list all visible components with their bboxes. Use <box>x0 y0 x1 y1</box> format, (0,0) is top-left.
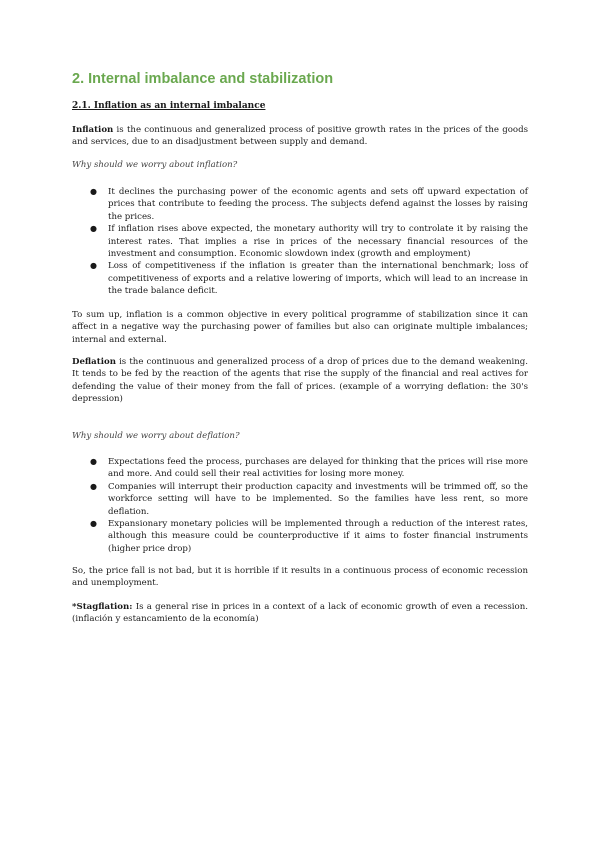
deflation-question: Why should we worry about deflation? <box>72 431 240 441</box>
bullet-icon: ● <box>90 261 97 271</box>
list-item-text: Expectations feed the process, purchases are delayed for thinking that the prices will rise more and more. And could sell their real activities for losing more money. <box>108 457 528 480</box>
bullet-icon: ● <box>90 224 97 234</box>
bullet-icon: ● <box>90 187 97 196</box>
list-item <box>72 456 528 481</box>
list-item <box>72 481 528 518</box>
deflation-term: Deflation <box>72 357 116 367</box>
deflation-bullet-list <box>72 456 528 555</box>
list-item-text: Expansionary monetary policies will be implemented through a reduction of the interest rates, although this measure could be counterproductive if it aims to foster financial instruments (higher price drop) <box>108 519 528 554</box>
inflation-bullet-list <box>72 186 528 298</box>
bullet-icon: ● <box>90 519 97 529</box>
inflation-definition <box>72 124 528 149</box>
list-item <box>72 518 528 555</box>
bullet-icon: ● <box>90 457 97 466</box>
stagflation-term: *Stagflation: <box>72 602 133 612</box>
inflation-definition-text: is the continuous and generalized process of positive growth rates in the prices of the goods and services, due to an disadjustment between supply and demand. <box>72 125 528 148</box>
list-item-text: If inflation rises above expected, the monetary authority will try to controlate it by raising the interest rates. That implies a rise in prices of the necessary financial resources of the investment and consumption. Economic slowdown index (growth and employment) <box>108 224 528 260</box>
deflation-conclusion: So, the price fall is not bad, but it is horrible if it results in a continuous process of economic recession and unemployment. <box>72 566 528 589</box>
section-title: 2. Internal imbalance and stabilization <box>72 71 334 87</box>
bullet-icon: ● <box>90 481 97 491</box>
deflation-definition <box>72 356 528 406</box>
list-item <box>72 223 528 260</box>
stagflation-definition <box>72 601 528 626</box>
list-item-text: Companies will interrupt their production capacity and investments will be trimmed off, so the workforce setting will have to be implemented. So the families have less rent, so more deflation. <box>108 481 528 517</box>
deflation-definition-text: is the continuous and generalized process of a drop of prices due to the demand weakening. It tends to be fed by the reaction of the agents that rise the supply of the financial and real actives for defending the value of their money from the fall of prices. (example of a worrying deflation: the 30's depression) <box>72 357 528 405</box>
list-item <box>72 186 528 223</box>
list-item-text: It declines the purchasing power of the economic agents and sets off upward expectation of prices that contribute to feeding the process. The subjects defend against the losses by raising the prices. <box>108 187 528 222</box>
stagflation-definition-text: Is a general rise in prices in a context of a lack of economic growth of even a recession. (inflación y estancamiento de la economía) <box>72 602 528 625</box>
subsection-title: 2.1. Inflation as an internal imbalance <box>72 101 266 111</box>
list-item-text: Loss of competitiveness if the inflation is greater than the international benchmark; loss of competitiveness of exports and a relative lowering of imports, which will lead to an increase in the trade balance deficit. <box>108 261 528 297</box>
inflation-summary: To sum up, inflation is a common objective in every political programme of stabilization since it can affect in a negative way the purchasing power of families but also can originate multiple imbalances; internal and external. <box>72 310 528 345</box>
inflation-term: Inflation <box>72 125 114 135</box>
inflation-question: Why should we worry about inflation? <box>72 160 238 170</box>
list-item <box>72 260 528 297</box>
